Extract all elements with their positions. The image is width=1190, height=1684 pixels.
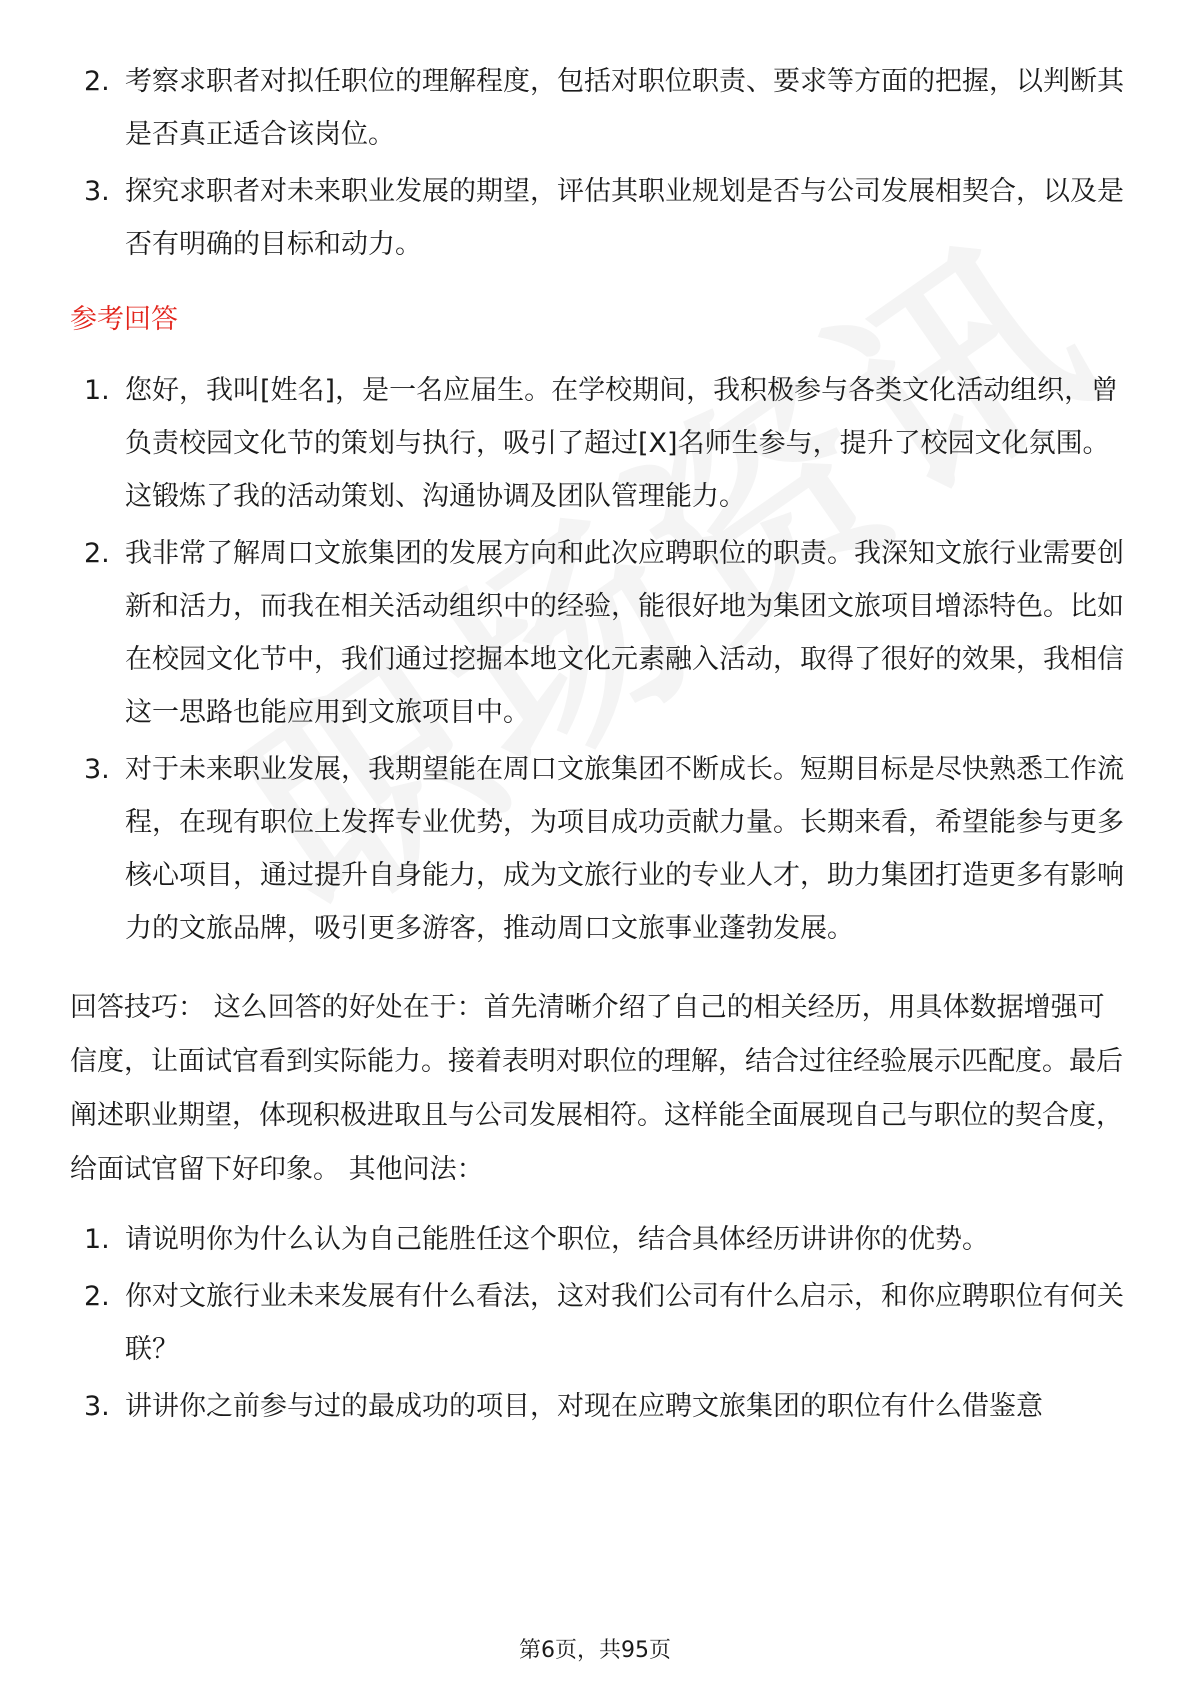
answer-list [70,364,1130,955]
list-item [70,364,1130,523]
list-item [70,527,1130,739]
list-number: 1. [84,1224,110,1255]
list-number: 2. [84,538,110,569]
other-questions-list [70,1213,1130,1433]
list-text: 考察求职者对拟任职位的理解程度，包括对职位职责、要求等方面的把握，以判断其是否真正适合该岗位。 [125,66,1124,150]
list-item [70,1213,1130,1266]
answer-tips-paragraph: 回答技巧： 这么回答的好处在于：首先清晰介绍了自己的相关经历，用具体数据增强可信度，让面试官看到实际能力。接着表明对职位的理解，结合过往经验展示匹配度。最后阐述职业期望，体现积极进取且与公司发展相符。这样能全面展现自己与职位的契合度，给面试官留下好印象。 其他问法： [70,992,1123,1185]
list-item [70,743,1130,955]
list-text: 探究求职者对未来职业发展的期望，评估其职业规划是否与公司发展相契合，以及是否有明确的目标和动力。 [125,176,1124,260]
list-item [70,55,1130,161]
list-number: 2. [84,1281,110,1312]
list-text: 对于未来职业发展，我期望能在周口文旅集团不断成长。短期目标是尽快熟悉工作流程，在现有职位上发挥专业优势，为项目成功贡献力量。长期来看，希望能参与更多核心项目，通过提升自身能力，成为文旅行业的专业人才，助力集团打造更多有影响力的文旅品牌，吸引更多游客，推动周口文旅事业蓬勃发展。 [125,754,1124,944]
list-number: 3. [84,754,110,785]
list-text: 请说明你为什么认为自己能胜任这个职位，结合具体经历讲讲你的优势。 [125,1224,989,1255]
list-item [70,1380,1130,1433]
list-number: 3. [84,176,110,207]
intro-list [70,55,1130,271]
page-footer: 第6页，共95页 [519,1638,671,1663]
list-text: 您好，我叫[姓名]，是一名应届生。在学校期间，我积极参与各类文化活动组织，曾负责校园文化节的策划与执行，吸引了超过[X]名师生参与，提升了校园文化氛围。这锻炼了我的活动策划、沟通协调及团队管理能力。 [125,375,1119,512]
reference-answer-heading: 参考回答 [70,304,178,335]
list-text: 讲讲你之前参与过的最成功的项目，对现在应聘文旅集团的职位有什么借鉴意 [125,1391,1043,1422]
list-item [70,1270,1130,1376]
list-text: 你对文旅行业未来发展有什么看法，这对我们公司有什么启示，和你应聘职位有何关联？ [125,1281,1124,1365]
list-number: 2. [84,66,110,97]
list-number: 1. [84,375,110,406]
list-number: 3. [84,1391,110,1422]
list-item [70,165,1130,271]
list-text: 我非常了解周口文旅集团的发展方向和此次应聘职位的职责。我深知文旅行业需要创新和活力，而我在相关活动组织中的经验，能很好地为集团文旅项目增添特色。比如在校园文化节中，我们通过挖掘本地文化元素融入活动，取得了很好的效果，我相信这一思路也能应用到文旅项目中。 [125,538,1124,728]
page-content [70,55,1130,1437]
